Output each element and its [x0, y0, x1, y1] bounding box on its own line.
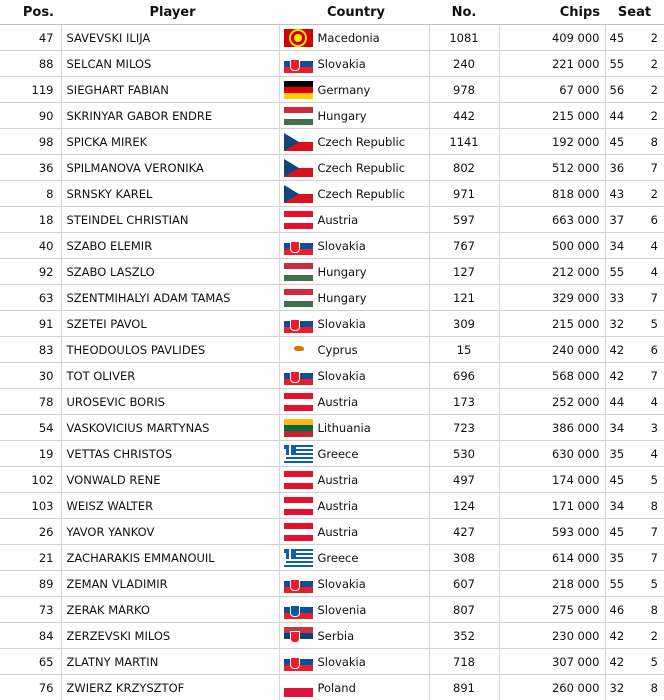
chips-cell: 174 000	[499, 467, 605, 493]
table-number: 42	[610, 343, 625, 357]
country-name: Slovakia	[318, 369, 366, 383]
country-cell	[279, 285, 429, 311]
germany-flag-icon	[284, 81, 313, 99]
slovakia-flag-icon	[284, 237, 313, 255]
table-row	[0, 207, 664, 233]
table-row	[0, 649, 664, 675]
macedonia-flag-icon	[284, 29, 313, 47]
country-name: Macedonia	[318, 31, 380, 45]
poland-flag-icon	[284, 679, 313, 697]
pos-cell: 88	[0, 51, 61, 77]
country-name: Greece	[318, 551, 359, 565]
seat-cell	[605, 103, 664, 129]
chips-cell: 568 000	[499, 363, 605, 389]
player-cell: ZERAK MARKO	[61, 597, 279, 623]
country-name: Slovakia	[318, 57, 366, 71]
pos-cell: 65	[0, 649, 61, 675]
seat-number: 5	[651, 655, 658, 669]
table-row	[0, 389, 664, 415]
austria-flag-icon	[284, 211, 313, 229]
pos-cell: 8	[0, 181, 61, 207]
table-number: 32	[610, 681, 625, 695]
number-cell: 891	[429, 675, 499, 700]
number-cell: 597	[429, 207, 499, 233]
table-row	[0, 363, 664, 389]
pos-cell: 73	[0, 597, 61, 623]
pos-cell: 119	[0, 77, 61, 103]
table-number: 45	[610, 135, 625, 149]
pos-cell: 78	[0, 389, 61, 415]
country-cell	[279, 207, 429, 233]
table-number: 46	[610, 603, 625, 617]
number-cell: 309	[429, 311, 499, 337]
country-cell	[279, 623, 429, 649]
player-cell: ZLATNY MARTIN	[61, 649, 279, 675]
player-cell: SZENTMIHALYI ADAM TAMAS	[61, 285, 279, 311]
table-row	[0, 597, 664, 623]
country-cell	[279, 389, 429, 415]
country-name: Lithuania	[318, 421, 371, 435]
player-cell: UROSEVIC BORIS	[61, 389, 279, 415]
czech-flag-icon	[284, 159, 313, 177]
pos-cell: 47	[0, 25, 61, 51]
player-cell: YAVOR YANKOV	[61, 519, 279, 545]
pos-cell: 63	[0, 285, 61, 311]
chips-cell: 593 000	[499, 519, 605, 545]
country-name: Hungary	[318, 109, 367, 123]
chips-cell: 512 000	[499, 155, 605, 181]
table-number: 34	[610, 421, 625, 435]
chips-cell: 663 000	[499, 207, 605, 233]
seat-cell	[605, 259, 664, 285]
seat-cell	[605, 441, 664, 467]
seat-cell	[605, 51, 664, 77]
table-number: 45	[610, 473, 625, 487]
greece-flag-icon	[284, 549, 313, 567]
seat-number: 6	[651, 343, 658, 357]
seat-cell	[605, 181, 664, 207]
table-row	[0, 675, 664, 700]
country-cell	[279, 519, 429, 545]
number-cell: 308	[429, 545, 499, 571]
player-cell: THEODOULOS PAVLIDES	[61, 337, 279, 363]
player-cell: TOT OLIVER	[61, 363, 279, 389]
country-cell	[279, 25, 429, 51]
player-cell: ZEMAN VLADIMIR	[61, 571, 279, 597]
table-row	[0, 25, 664, 51]
seat-number: 2	[651, 629, 658, 643]
seat-cell	[605, 337, 664, 363]
player-cell: SZABO LASZLO	[61, 259, 279, 285]
number-cell: 15	[429, 337, 499, 363]
country-cell	[279, 441, 429, 467]
player-cell: VETTAS CHRISTOS	[61, 441, 279, 467]
player-cell: VONWALD RENE	[61, 467, 279, 493]
seat-cell	[605, 233, 664, 259]
table-row	[0, 415, 664, 441]
seat-cell	[605, 207, 664, 233]
czech-flag-icon	[284, 133, 313, 151]
seat-cell	[605, 155, 664, 181]
austria-flag-icon	[284, 393, 313, 411]
seat-number: 2	[651, 83, 658, 97]
seat-number: 8	[651, 681, 658, 695]
number-cell: 1141	[429, 129, 499, 155]
number-cell: 978	[429, 77, 499, 103]
table-number: 55	[610, 57, 625, 71]
seat-cell	[605, 311, 664, 337]
table-number: 44	[610, 395, 625, 409]
table-number: 42	[610, 629, 625, 643]
table-number: 34	[610, 499, 625, 513]
number-cell: 807	[429, 597, 499, 623]
header-player: Player	[61, 0, 279, 25]
player-cell: ZACHARAKIS EMMANOUIL	[61, 545, 279, 571]
table-number: 35	[610, 447, 625, 461]
table-row	[0, 441, 664, 467]
country-cell	[279, 129, 429, 155]
table-number: 42	[610, 369, 625, 383]
player-cell: WEISZ WALTER	[61, 493, 279, 519]
header-pos: Pos.	[0, 0, 61, 25]
number-cell: 124	[429, 493, 499, 519]
country-cell	[279, 493, 429, 519]
seat-cell	[605, 77, 664, 103]
chips-cell: 218 000	[499, 571, 605, 597]
player-cell: SIEGHART FABIAN	[61, 77, 279, 103]
country-cell	[279, 467, 429, 493]
player-cell: SKRINYAR GABOR ENDRE	[61, 103, 279, 129]
chips-cell: 215 000	[499, 311, 605, 337]
seat-number: 5	[651, 577, 658, 591]
country-name: Greece	[318, 447, 359, 461]
country-name: Austria	[318, 499, 359, 513]
table-row	[0, 155, 664, 181]
pos-cell: 18	[0, 207, 61, 233]
country-name: Germany	[318, 83, 371, 97]
player-cell: VASKOVICIUS MARTYNAS	[61, 415, 279, 441]
table-row	[0, 285, 664, 311]
seat-number: 4	[651, 395, 658, 409]
number-cell: 240	[429, 51, 499, 77]
slovakia-flag-icon	[284, 55, 313, 73]
country-name: Slovakia	[318, 577, 366, 591]
pos-cell: 26	[0, 519, 61, 545]
chips-cell: 630 000	[499, 441, 605, 467]
number-cell: 352	[429, 623, 499, 649]
seat-number: 7	[651, 525, 658, 539]
seat-number: 4	[651, 447, 658, 461]
country-cell	[279, 77, 429, 103]
seat-number: 5	[651, 317, 658, 331]
player-cell: SPICKA MIREK	[61, 129, 279, 155]
seat-number: 2	[651, 187, 658, 201]
country-name: Cyprus	[318, 343, 358, 357]
country-name: Slovakia	[318, 317, 366, 331]
number-cell: 173	[429, 389, 499, 415]
austria-flag-icon	[284, 523, 313, 541]
seat-cell	[605, 545, 664, 571]
number-cell: 696	[429, 363, 499, 389]
country-cell	[279, 311, 429, 337]
pos-cell: 54	[0, 415, 61, 441]
player-cell: SZETEI PAVOL	[61, 311, 279, 337]
number-cell: 607	[429, 571, 499, 597]
country-name: Hungary	[318, 265, 367, 279]
country-name: Austria	[318, 213, 359, 227]
table-row	[0, 259, 664, 285]
pos-cell: 103	[0, 493, 61, 519]
number-cell: 530	[429, 441, 499, 467]
seat-number: 7	[651, 369, 658, 383]
player-cell: SELCAN MILOS	[61, 51, 279, 77]
number-cell: 442	[429, 103, 499, 129]
pos-cell: 30	[0, 363, 61, 389]
seat-number: 8	[651, 135, 658, 149]
seat-cell	[605, 623, 664, 649]
slovenia-flag-icon	[284, 601, 313, 619]
country-cell	[279, 649, 429, 675]
country-cell	[279, 415, 429, 441]
number-cell: 723	[429, 415, 499, 441]
chips-cell: 500 000	[499, 233, 605, 259]
seat-number: 4	[651, 265, 658, 279]
table-row	[0, 623, 664, 649]
chips-cell: 614 000	[499, 545, 605, 571]
seat-cell	[605, 649, 664, 675]
header-country: Country	[279, 0, 429, 25]
chips-cell: 818 000	[499, 181, 605, 207]
country-name: Czech Republic	[318, 135, 406, 149]
serbia-flag-icon	[284, 627, 313, 645]
country-name: Poland	[318, 681, 356, 695]
player-cell: ZWIERZ KRZYSZTOF	[61, 675, 279, 700]
country-cell	[279, 675, 429, 700]
number-cell: 497	[429, 467, 499, 493]
country-cell	[279, 155, 429, 181]
seat-cell	[605, 363, 664, 389]
slovakia-flag-icon	[284, 575, 313, 593]
seat-cell	[605, 285, 664, 311]
number-cell: 971	[429, 181, 499, 207]
pos-cell: 98	[0, 129, 61, 155]
pos-cell: 92	[0, 259, 61, 285]
table-number: 55	[610, 577, 625, 591]
country-name: Austria	[318, 395, 359, 409]
player-cell: SRNSKY KAREL	[61, 181, 279, 207]
table-row	[0, 571, 664, 597]
slovakia-flag-icon	[284, 367, 313, 385]
pos-cell: 36	[0, 155, 61, 181]
seat-number: 8	[651, 499, 658, 513]
seat-number: 7	[651, 551, 658, 565]
lithuania-flag-icon	[284, 419, 313, 437]
country-cell	[279, 51, 429, 77]
table-row	[0, 311, 664, 337]
seat-number: 7	[651, 291, 658, 305]
seat-cell	[605, 467, 664, 493]
seat-cell	[605, 25, 664, 51]
player-cell: ZERZEVSKI MILOS	[61, 623, 279, 649]
country-name: Slovakia	[318, 239, 366, 253]
pos-cell: 83	[0, 337, 61, 363]
cyprus-flag-icon	[284, 341, 313, 359]
chips-cell: 221 000	[499, 51, 605, 77]
chips-cell: 215 000	[499, 103, 605, 129]
seat-number: 4	[651, 239, 658, 253]
table-row	[0, 493, 664, 519]
chips-cell: 307 000	[499, 649, 605, 675]
table-number: 32	[610, 317, 625, 331]
table-header-row	[0, 0, 664, 25]
seat-cell	[605, 129, 664, 155]
pos-cell: 40	[0, 233, 61, 259]
slovakia-flag-icon	[284, 315, 313, 333]
pos-cell: 76	[0, 675, 61, 700]
pos-cell: 90	[0, 103, 61, 129]
chips-cell: 67 000	[499, 77, 605, 103]
country-cell	[279, 233, 429, 259]
seat-number: 2	[651, 57, 658, 71]
number-cell: 427	[429, 519, 499, 545]
country-cell	[279, 103, 429, 129]
chips-cell: 192 000	[499, 129, 605, 155]
player-cell: SPILMANOVA VERONIKA	[61, 155, 279, 181]
country-name: Austria	[318, 525, 359, 539]
chips-cell: 252 000	[499, 389, 605, 415]
chips-cell: 275 000	[499, 597, 605, 623]
table-row	[0, 181, 664, 207]
country-cell	[279, 597, 429, 623]
country-name: Hungary	[318, 291, 367, 305]
table-row	[0, 51, 664, 77]
austria-flag-icon	[284, 471, 313, 489]
pos-cell: 19	[0, 441, 61, 467]
seat-cell	[605, 493, 664, 519]
number-cell: 718	[429, 649, 499, 675]
seat-number: 7	[651, 161, 658, 175]
country-name: Slovenia	[318, 603, 367, 617]
table-row	[0, 233, 664, 259]
country-cell	[279, 571, 429, 597]
table-row	[0, 129, 664, 155]
table-row	[0, 77, 664, 103]
country-cell	[279, 337, 429, 363]
country-cell	[279, 363, 429, 389]
greece-flag-icon	[284, 445, 313, 463]
seat-number: 2	[651, 109, 658, 123]
hungary-flag-icon	[284, 107, 313, 125]
chips-cell: 329 000	[499, 285, 605, 311]
header-chips: Chips	[499, 0, 605, 25]
country-name: Serbia	[318, 629, 355, 643]
seat-cell	[605, 415, 664, 441]
seat-cell	[605, 571, 664, 597]
seat-cell	[605, 519, 664, 545]
country-name: Czech Republic	[318, 161, 406, 175]
player-cell: STEINDEL CHRISTIAN	[61, 207, 279, 233]
table-number: 45	[610, 525, 625, 539]
table-number: 34	[610, 239, 625, 253]
austria-flag-icon	[284, 497, 313, 515]
header-no: No.	[429, 0, 499, 25]
table-number: 55	[610, 265, 625, 279]
number-cell: 121	[429, 285, 499, 311]
seat-number: 5	[651, 473, 658, 487]
player-cell: SZABO ELEMIR	[61, 233, 279, 259]
player-cell: SAVEVSKI ILIJA	[61, 25, 279, 51]
seat-number: 3	[651, 421, 658, 435]
table-number: 44	[610, 109, 625, 123]
slovakia-flag-icon	[284, 653, 313, 671]
country-name: Czech Republic	[318, 187, 406, 201]
number-cell: 767	[429, 233, 499, 259]
hungary-flag-icon	[284, 289, 313, 307]
seat-number: 6	[651, 213, 658, 227]
table-number: 37	[610, 213, 625, 227]
czech-flag-icon	[284, 185, 313, 203]
chips-cell: 240 000	[499, 337, 605, 363]
seat-number: 2	[651, 31, 658, 45]
table-row	[0, 103, 664, 129]
number-cell: 1081	[429, 25, 499, 51]
table-row	[0, 337, 664, 363]
seat-cell	[605, 597, 664, 623]
pos-cell: 102	[0, 467, 61, 493]
country-name: Austria	[318, 473, 359, 487]
seat-cell	[605, 675, 664, 700]
table-number: 42	[610, 655, 625, 669]
table-number: 43	[610, 187, 625, 201]
table-number: 45	[610, 31, 625, 45]
country-cell	[279, 259, 429, 285]
seat-number: 8	[651, 603, 658, 617]
table-number: 35	[610, 551, 625, 565]
country-cell	[279, 181, 429, 207]
chips-cell: 230 000	[499, 623, 605, 649]
hungary-flag-icon	[284, 263, 313, 281]
table-row	[0, 519, 664, 545]
chips-cell: 171 000	[499, 493, 605, 519]
chips-cell: 386 000	[499, 415, 605, 441]
table-row	[0, 467, 664, 493]
seat-cell	[605, 389, 664, 415]
header-seat: Seat	[605, 0, 664, 25]
chips-cell: 409 000	[499, 25, 605, 51]
country-name: Slovakia	[318, 655, 366, 669]
country-cell	[279, 545, 429, 571]
table-number: 36	[610, 161, 625, 175]
table-row	[0, 545, 664, 571]
number-cell: 802	[429, 155, 499, 181]
pos-cell: 84	[0, 623, 61, 649]
table-number: 56	[610, 83, 625, 97]
pos-cell: 89	[0, 571, 61, 597]
number-cell: 127	[429, 259, 499, 285]
pos-cell: 21	[0, 545, 61, 571]
table-number: 33	[610, 291, 625, 305]
chips-cell: 212 000	[499, 259, 605, 285]
pos-cell: 91	[0, 311, 61, 337]
chips-cell: 260 000	[499, 675, 605, 700]
